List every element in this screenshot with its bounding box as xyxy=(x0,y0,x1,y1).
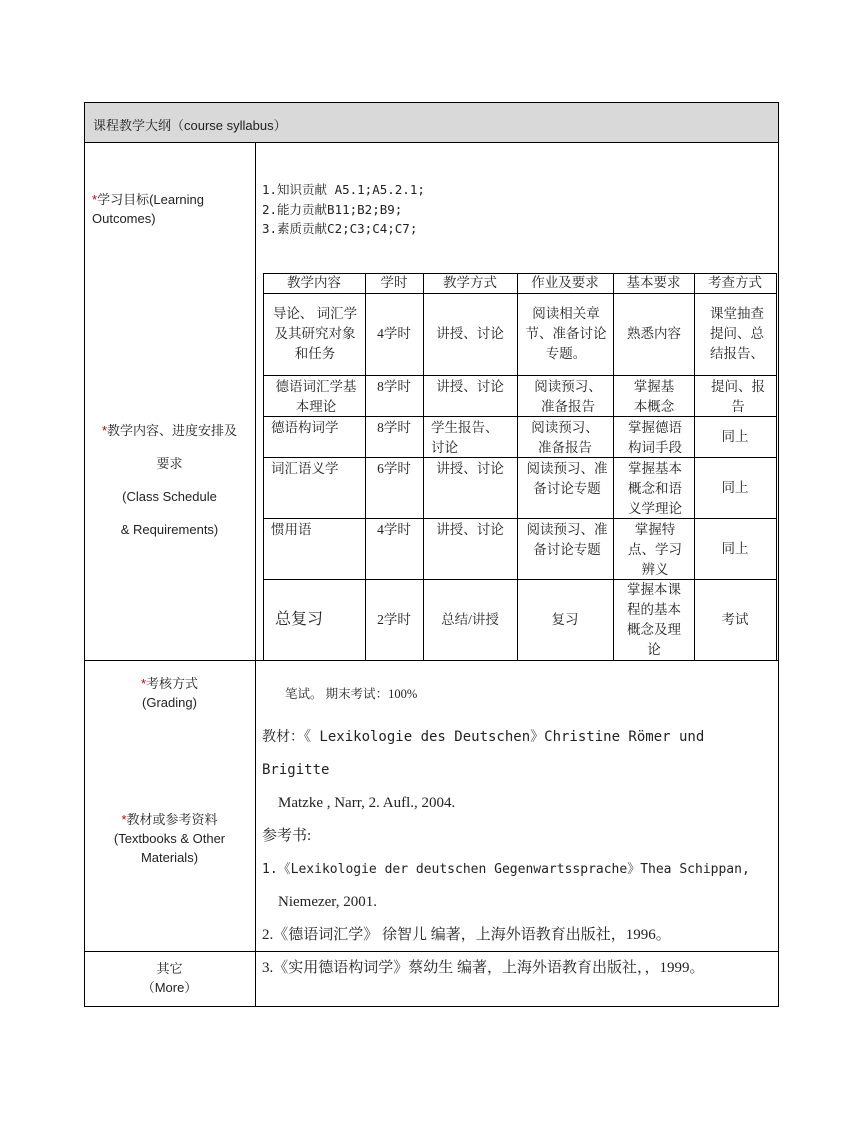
syllabus-table xyxy=(84,102,779,1007)
schedule-cell: 讲授、讨论 xyxy=(436,379,504,394)
schedule-cell: 德语词汇学基本理论 xyxy=(275,379,357,414)
schedule-cell: 导论、 词汇学及其研究对象和任务 xyxy=(272,306,358,361)
schedule-table xyxy=(263,273,777,661)
schedule-cell: 掌握基本概念 xyxy=(633,379,675,414)
column-divider xyxy=(255,142,256,1007)
schedule-cell: 学生报告、讨论 xyxy=(431,420,499,455)
schedule-cell: 惯用语 xyxy=(271,522,312,537)
schedule-header-cell: 考查方式 xyxy=(708,275,762,290)
schedule-cell: 4学时 xyxy=(377,326,411,341)
outcome-item: 1.知识贡献 A5.1;A5.2.1; xyxy=(262,182,425,197)
schedule-cell: 4学时 xyxy=(377,522,411,537)
schedule-cell: 掌握基本概念和语义学理论 xyxy=(628,461,682,516)
row-divider xyxy=(84,142,779,143)
schedule-cell: 阅读预习、准备讨论专题 xyxy=(526,522,608,557)
material-line: 教材：《 Lexikologie des Deutschen》Christine Römer und Brigitte xyxy=(262,729,705,778)
schedule-cell: 阅读相关章节、准备讨论专题。 xyxy=(525,306,607,361)
syllabus-header xyxy=(84,102,779,142)
schedule-cell: 提问、报告 xyxy=(711,379,765,414)
schedule-cell: 考试 xyxy=(721,612,749,627)
table-border-right xyxy=(778,102,779,1007)
schedule-header-cell: 作业及要求 xyxy=(531,275,599,290)
grid-line xyxy=(613,273,614,661)
schedule-label: *教学内容、进度安排及 要求 (Class Schedule & Requirements) xyxy=(101,423,238,537)
more-label: 其它 （More） xyxy=(141,961,198,995)
grading-text: 笔试。 期末考试：100% xyxy=(285,687,418,701)
schedule-cell: 掌握德语构词手段 xyxy=(628,420,682,455)
schedule-cell: 同上 xyxy=(721,479,749,495)
schedule-cell: 掌握特点、学习辨义 xyxy=(628,522,682,577)
schedule-cell: 讲授、讨论 xyxy=(436,326,504,341)
grading-label: *考核方式 (Grading) xyxy=(140,676,199,710)
grid-line xyxy=(776,273,777,661)
outcomes-list xyxy=(262,180,425,239)
schedule-header-cell: 学时 xyxy=(380,275,408,290)
materials-label: *教材或参考资料 (Textbooks & Other Materials) xyxy=(113,812,226,865)
material-line: 参考书: xyxy=(262,828,312,844)
schedule-cell: 8学时 xyxy=(377,420,411,435)
materials-list xyxy=(262,721,774,985)
schedule-cell: 词汇语义学 xyxy=(271,461,339,476)
schedule-cell: 2学时 xyxy=(377,612,411,627)
table-border-left xyxy=(84,102,85,1007)
schedule-header-cell: 教学方式 xyxy=(443,275,497,290)
schedule-header-cell: 教学内容 xyxy=(287,275,341,290)
schedule-cell: 掌握本课程的基本概念及理论 xyxy=(627,582,681,657)
schedule-cell: 课堂抽查提问、总结报告、 xyxy=(710,306,764,361)
schedule-cell: 同上 xyxy=(721,540,749,556)
schedule-cell: 讲授、讨论 xyxy=(436,461,504,476)
row-divider xyxy=(84,1006,779,1007)
schedule-cell: 阅读预习、准备报告 xyxy=(531,420,599,455)
schedule-header-cell: 基本要求 xyxy=(626,275,681,290)
outcome-item: 3.素质贡献C2;C3;C4;C7; xyxy=(262,221,418,236)
material-line: Matzke , Narr, 2. Aufl., 2004. xyxy=(278,795,456,811)
schedule-cell: 阅读预习、准备讨论专题 xyxy=(526,461,608,496)
syllabus-title: 课程教学大纲（course syllabus） xyxy=(93,118,287,133)
material-line: 2.《德语词汇学》 徐智儿 编著，上海外语教育出版社，1996。 xyxy=(262,927,671,943)
grid-line xyxy=(263,273,264,661)
schedule-cell: 总复习 xyxy=(275,611,324,628)
schedule-cell: 熟悉内容 xyxy=(627,326,681,341)
outcomes-label: *学习目标(Learning Outcomes) xyxy=(92,192,204,226)
schedule-cell: 同上 xyxy=(721,428,749,444)
schedule-cell: 总结/讲授 xyxy=(441,612,499,627)
schedule-cell: 讲授、讨论 xyxy=(436,522,504,537)
material-line: 1.《Lexikologie der deutschen Gegenwartssprache》Thea Schippan, xyxy=(262,862,750,877)
schedule-cell: 复习 xyxy=(551,612,579,627)
outcome-item: 2.能力贡献B11;B2;B9; xyxy=(262,201,403,217)
schedule-cell: 德语构词学 xyxy=(271,420,339,435)
material-line: Niemezer, 2001. xyxy=(278,894,377,910)
schedule-cell: 6学时 xyxy=(377,461,411,476)
schedule-cell: 8学时 xyxy=(377,379,411,394)
material-line: 3.《实用德语构词学》蔡幼生 编著，上海外语教育出版社，，1999。 xyxy=(262,960,705,976)
schedule-cell: 阅读预习、准备报告 xyxy=(534,379,602,414)
